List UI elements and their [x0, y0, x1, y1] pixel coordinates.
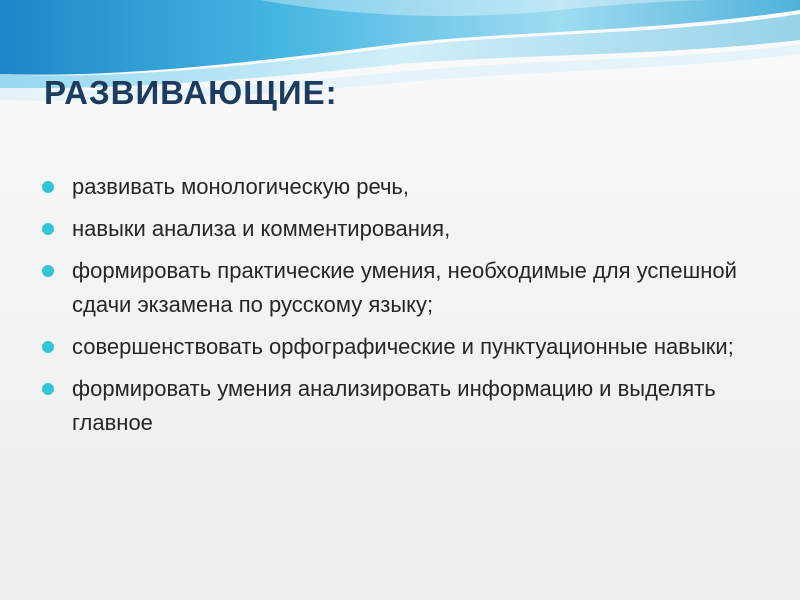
list-item	[40, 254, 760, 322]
bullet-icon	[42, 265, 54, 277]
bullet-text: развивать монологическую речь,	[72, 174, 409, 199]
bullet-text: формировать умения анализировать информацию и выделять главное	[72, 376, 716, 435]
list-item	[40, 170, 760, 204]
list-item	[40, 212, 760, 246]
slide-title: РАЗВИВАЮЩИЕ:	[44, 74, 338, 111]
bullet-list	[40, 170, 760, 448]
bullet-text: формировать практические умения, необходимые для успешной сдачи экзамена по русскому языку;	[72, 258, 737, 317]
bullet-icon	[42, 181, 54, 193]
bullet-text: навыки анализа и комментирования,	[72, 216, 451, 241]
list-item	[40, 372, 760, 440]
bullet-icon	[42, 223, 54, 235]
bullet-icon	[42, 341, 54, 353]
bullet-icon	[42, 383, 54, 395]
list-item	[40, 330, 760, 364]
bullet-text: совершенствовать орфографические и пунктуационные навыки;	[72, 334, 734, 359]
